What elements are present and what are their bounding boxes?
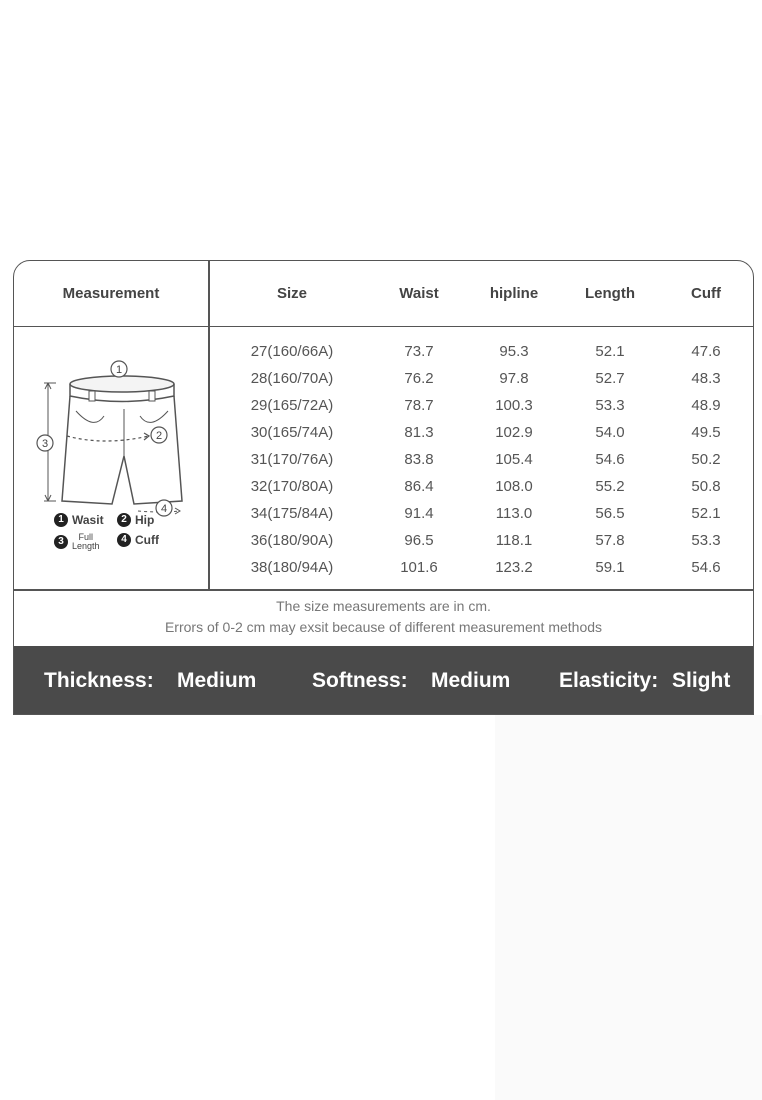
marker-3: 3 bbox=[41, 438, 49, 450]
diagram-legend bbox=[54, 513, 184, 559]
legend-full-length-number: 3 bbox=[54, 535, 68, 549]
cell-hipline: 100.3 bbox=[495, 397, 533, 414]
cell-hipline: 108.0 bbox=[495, 478, 533, 495]
thickness-label: Thickness: bbox=[44, 669, 154, 692]
cell-waist: 73.7 bbox=[404, 343, 434, 360]
cell-waist: 81.3 bbox=[404, 424, 434, 441]
cell-length: 53.3 bbox=[595, 397, 625, 414]
cell-cuff: 47.6 bbox=[691, 343, 721, 360]
cell-length: 54.6 bbox=[595, 451, 625, 468]
cell-cuff: 48.3 bbox=[691, 370, 721, 387]
size-table-body bbox=[209, 338, 754, 581]
notes-divider bbox=[14, 589, 753, 591]
cell-size: 38(180/94A) bbox=[250, 559, 334, 576]
table-row bbox=[209, 446, 754, 473]
cell-size: 34(175/84A) bbox=[250, 505, 334, 522]
marker-2: 2 bbox=[155, 430, 163, 442]
cell-length: 55.2 bbox=[595, 478, 625, 495]
cell-hipline: 105.4 bbox=[495, 451, 533, 468]
marker-4: 4 bbox=[160, 503, 168, 515]
elasticity-value: Slight bbox=[672, 669, 731, 692]
cell-hipline: 102.9 bbox=[495, 424, 533, 441]
cell-cuff: 50.2 bbox=[691, 451, 721, 468]
table-row bbox=[209, 473, 754, 500]
cell-waist: 91.4 bbox=[404, 505, 434, 522]
cell-waist: 76.2 bbox=[404, 370, 434, 387]
cell-hipline: 118.1 bbox=[495, 532, 533, 549]
header-length: Length bbox=[585, 285, 635, 302]
cell-length: 56.5 bbox=[595, 505, 625, 522]
legend-cuff-number: 4 bbox=[117, 533, 131, 547]
thickness-value: Medium bbox=[177, 669, 257, 692]
cell-cuff: 54.6 bbox=[691, 559, 721, 576]
cell-waist: 101.6 bbox=[400, 559, 438, 576]
legend-hip bbox=[117, 513, 154, 527]
background-tint bbox=[495, 715, 762, 1100]
cell-cuff: 48.9 bbox=[691, 397, 721, 414]
legend-full-length-label: Full Length bbox=[72, 532, 100, 551]
table-header bbox=[14, 261, 753, 327]
cell-length: 57.8 bbox=[595, 532, 625, 549]
header-waist: Waist bbox=[399, 285, 439, 302]
legend-waist-number: 1 bbox=[54, 513, 68, 527]
legend-hip-label: Hip bbox=[135, 513, 155, 527]
size-chart-card bbox=[13, 260, 754, 715]
cell-length: 54.0 bbox=[595, 424, 625, 441]
cell-waist: 96.5 bbox=[404, 532, 434, 549]
cell-size: 36(180/90A) bbox=[250, 532, 334, 549]
cell-waist: 86.4 bbox=[404, 478, 434, 495]
cell-length: 52.7 bbox=[595, 370, 625, 387]
softness-label: Softness: bbox=[312, 669, 408, 692]
legend-full-length bbox=[54, 533, 100, 551]
cell-cuff: 49.5 bbox=[691, 424, 721, 441]
cell-waist: 78.7 bbox=[404, 397, 434, 414]
cell-size: 30(165/74A) bbox=[250, 424, 334, 441]
cell-hipline: 97.8 bbox=[499, 370, 529, 387]
cell-hipline: 123.2 bbox=[495, 559, 533, 576]
legend-cuff bbox=[117, 533, 159, 547]
marker-1: 1 bbox=[115, 364, 123, 376]
cell-size: 31(170/76A) bbox=[250, 451, 334, 468]
legend-hip-number: 2 bbox=[117, 513, 131, 527]
softness-value: Medium bbox=[431, 669, 511, 692]
table-row bbox=[209, 500, 754, 527]
cell-cuff: 50.8 bbox=[691, 478, 721, 495]
table-row bbox=[209, 338, 754, 365]
legend-waist bbox=[54, 513, 104, 527]
cell-size: 27(160/66A) bbox=[250, 343, 334, 360]
legend-waist-label: Wasit bbox=[72, 513, 104, 527]
cell-hipline: 113.0 bbox=[495, 505, 533, 522]
table-row bbox=[209, 365, 754, 392]
header-measurement: Measurement bbox=[62, 285, 160, 302]
cell-waist: 83.8 bbox=[404, 451, 434, 468]
table-row bbox=[209, 554, 754, 581]
cell-cuff: 53.3 bbox=[691, 532, 721, 549]
table-row bbox=[209, 392, 754, 419]
cell-hipline: 95.3 bbox=[499, 343, 529, 360]
header-size: Size bbox=[276, 285, 307, 302]
elasticity-label: Elasticity: bbox=[559, 669, 659, 692]
legend-cuff-label: Cuff bbox=[135, 533, 159, 547]
note-units: The size measurements are in cm. bbox=[276, 598, 491, 614]
cell-length: 59.1 bbox=[595, 559, 625, 576]
table-row bbox=[209, 419, 754, 446]
header-hipline: hipline bbox=[489, 285, 539, 302]
cell-cuff: 52.1 bbox=[691, 505, 721, 522]
header-cuff: Cuff bbox=[691, 285, 721, 302]
cell-size: 28(160/70A) bbox=[250, 370, 334, 387]
note-errors: Errors of 0-2 cm may exsit because of different measurement methods bbox=[164, 619, 603, 635]
cell-length: 52.1 bbox=[595, 343, 625, 360]
fabric-properties-bar bbox=[14, 646, 753, 715]
table-row bbox=[209, 527, 754, 554]
cell-size: 32(170/80A) bbox=[250, 478, 334, 495]
cell-size: 29(165/72A) bbox=[250, 397, 334, 414]
